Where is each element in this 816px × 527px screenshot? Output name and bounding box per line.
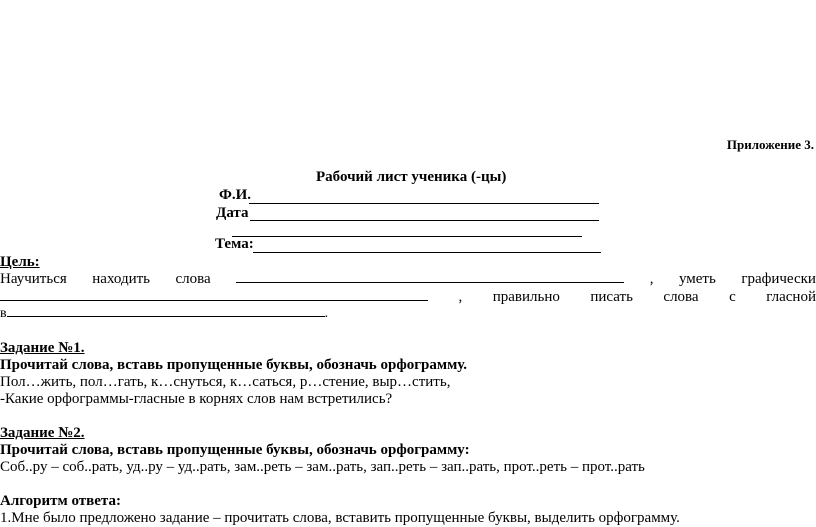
date-label: Дата (216, 205, 249, 221)
goal-word: слова (663, 289, 699, 305)
goal-word: слова (175, 271, 211, 287)
task1-heading: Задание №1. (0, 340, 85, 356)
goal-word: гласной (766, 289, 816, 305)
date-field-line[interactable] (250, 220, 599, 221)
goal-word: правильно (492, 289, 560, 305)
algorithm-step-1: 1.Мне было предложено задание – прочитать слова, вставить пропущенные буквы, выделить орфограмму. (0, 510, 680, 526)
goal-word: Научиться (0, 271, 67, 287)
goal-heading: Цель: (0, 254, 40, 270)
worksheet-title: Рабочий лист ученика (-цы) (316, 169, 507, 185)
goal-line-3 (0, 306, 328, 322)
goal-line-1 (0, 270, 816, 288)
goal-comma: , (458, 289, 463, 305)
task1-words: Пол…жить, пол…гать, к…снуться, к…саться, р…стение, выр…стить, (0, 374, 451, 390)
goal-word: уметь (678, 271, 716, 287)
goal-blank-1[interactable] (236, 270, 624, 283)
topic-field-line[interactable] (253, 252, 601, 253)
goal-period: . (324, 306, 329, 321)
blank-field-line[interactable] (232, 236, 582, 237)
task2-words: Соб..ру – соб..рать, уд..ру – уд..рать, зам..реть – зам..рать, зап..реть – зап..рать, прот..реть – прот..рать (0, 459, 645, 475)
goal-word: графически (741, 271, 816, 287)
goal-line-2 (0, 288, 816, 306)
appendix-label: Приложение 3. (726, 137, 814, 152)
goal-word: находить (92, 271, 151, 287)
task2-instruction: Прочитай слова, вставь пропущенные буквы, обозначь орфограмму: (0, 442, 470, 458)
topic-label: Тема: (215, 236, 254, 252)
goal-blank-3[interactable] (7, 306, 325, 317)
task2-heading: Задание №2. (0, 425, 85, 441)
goal-comma: , (649, 271, 654, 287)
task1-question: -Какие орфограммы-гласные в корнях слов нам встретились? (0, 391, 393, 407)
fio-label: Ф.И. (219, 187, 252, 203)
goal-blank-2[interactable] (0, 288, 428, 301)
goal-word: писать (590, 289, 633, 305)
algorithm-heading: Алгоритм ответа: (0, 493, 121, 509)
task1-instruction: Прочитай слова, вставь пропущенные буквы, обозначь орфограмму. (0, 357, 468, 373)
goal-word: с (729, 289, 736, 305)
goal-prefix: в (0, 306, 7, 321)
fio-field-line[interactable] (249, 203, 599, 204)
